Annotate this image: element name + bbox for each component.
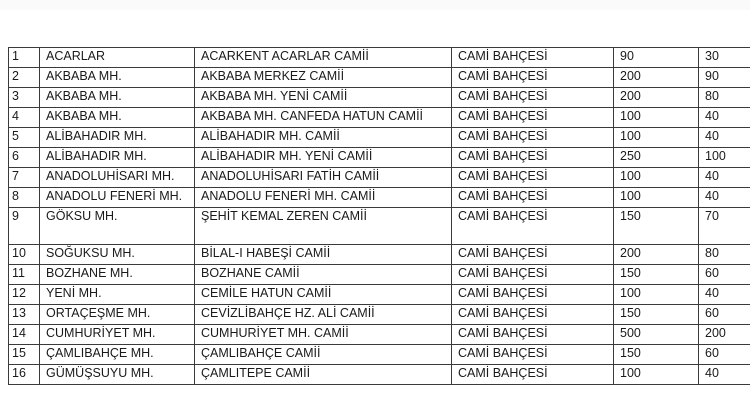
cell-value-b: 80 bbox=[699, 88, 750, 108]
cell-mosque: ALİBAHADIR MH. CAMİİ bbox=[195, 128, 452, 148]
cell-location: CAMİ BAHÇESİ bbox=[452, 245, 614, 265]
cell-mosque: BOZHANE CAMİİ bbox=[195, 265, 452, 285]
cell-neighborhood: GÜMÜŞSUYU MH. bbox=[40, 365, 195, 385]
cell-no: 14 bbox=[9, 325, 40, 345]
cell-neighborhood: SOĞUKSU MH. bbox=[40, 245, 195, 265]
cell-neighborhood: ACARLAR bbox=[40, 48, 195, 68]
cell-mosque: CEVİZLİBAHÇE HZ. ALİ CAMİİ bbox=[195, 305, 452, 325]
table-row bbox=[9, 325, 750, 345]
cell-mosque: AKBABA MH. CANFEDA HATUN CAMİİ bbox=[195, 108, 452, 128]
table-row bbox=[9, 265, 750, 285]
cell-value-a: 90 bbox=[614, 48, 699, 68]
cell-no: 13 bbox=[9, 305, 40, 325]
cell-location: CAMİ BAHÇESİ bbox=[452, 108, 614, 128]
cell-location: CAMİ BAHÇESİ bbox=[452, 325, 614, 345]
cell-neighborhood: ÇAMLIBAHÇE MH. bbox=[40, 345, 195, 365]
cell-mosque: AKBABA MH. YENİ CAMİİ bbox=[195, 88, 452, 108]
cell-value-a: 250 bbox=[614, 148, 699, 168]
cell-value-a: 200 bbox=[614, 245, 699, 265]
table-row bbox=[9, 245, 750, 265]
cell-no: 4 bbox=[9, 108, 40, 128]
cell-location: CAMİ BAHÇESİ bbox=[452, 128, 614, 148]
table-row bbox=[9, 48, 750, 68]
cell-neighborhood: AKBABA MH. bbox=[40, 108, 195, 128]
cell-no: 5 bbox=[9, 128, 40, 148]
cell-neighborhood: GÖKSU MH. bbox=[40, 208, 195, 245]
cell-neighborhood: ANADOLUHİSARI MH. bbox=[40, 168, 195, 188]
cell-value-a: 200 bbox=[614, 88, 699, 108]
table-row bbox=[9, 285, 750, 305]
cell-value-b: 100 bbox=[699, 148, 750, 168]
cell-location: CAMİ BAHÇESİ bbox=[452, 48, 614, 68]
table-row bbox=[9, 108, 750, 128]
cell-value-b: 70 bbox=[699, 208, 750, 245]
cell-value-a: 150 bbox=[614, 305, 699, 325]
cell-value-a: 150 bbox=[614, 345, 699, 365]
cell-value-a: 150 bbox=[614, 265, 699, 285]
cell-location: CAMİ BAHÇESİ bbox=[452, 265, 614, 285]
cell-no: 1 bbox=[9, 48, 40, 68]
cell-no: 10 bbox=[9, 245, 40, 265]
table-row bbox=[9, 68, 750, 88]
cell-neighborhood: ALİBAHADIR MH. bbox=[40, 148, 195, 168]
cell-neighborhood: BOZHANE MH. bbox=[40, 265, 195, 285]
cell-value-b: 30 bbox=[699, 48, 750, 68]
table-body bbox=[9, 48, 750, 385]
cell-value-b: 90 bbox=[699, 68, 750, 88]
cell-no: 9 bbox=[9, 208, 40, 245]
cell-no: 11 bbox=[9, 265, 40, 285]
cell-location: CAMİ BAHÇESİ bbox=[452, 148, 614, 168]
cell-value-a: 100 bbox=[614, 365, 699, 385]
cell-value-b: 60 bbox=[699, 345, 750, 365]
cell-location: CAMİ BAHÇESİ bbox=[452, 285, 614, 305]
cell-value-a: 100 bbox=[614, 128, 699, 148]
cell-mosque: CUMHURİYET MH. CAMİİ bbox=[195, 325, 452, 345]
cell-location: CAMİ BAHÇESİ bbox=[452, 88, 614, 108]
cell-location: CAMİ BAHÇESİ bbox=[452, 305, 614, 325]
cell-value-a: 100 bbox=[614, 108, 699, 128]
cell-mosque: CEMİLE HATUN CAMİİ bbox=[195, 285, 452, 305]
cell-mosque: ÇAMLIBAHÇE CAMİİ bbox=[195, 345, 452, 365]
cell-location: CAMİ BAHÇESİ bbox=[452, 168, 614, 188]
cell-no: 8 bbox=[9, 188, 40, 208]
cell-value-b: 40 bbox=[699, 108, 750, 128]
cell-mosque: BİLAL-I HABEŞİ CAMİİ bbox=[195, 245, 452, 265]
table-row bbox=[9, 88, 750, 108]
table-row bbox=[9, 168, 750, 188]
cell-neighborhood: AKBABA MH. bbox=[40, 68, 195, 88]
table-row bbox=[9, 305, 750, 325]
cell-value-b: 40 bbox=[699, 188, 750, 208]
cell-no: 15 bbox=[9, 345, 40, 365]
cell-mosque: ANADOLUHİSARI FATİH CAMİİ bbox=[195, 168, 452, 188]
table-row bbox=[9, 365, 750, 385]
cell-value-b: 40 bbox=[699, 285, 750, 305]
page-top-band bbox=[0, 0, 750, 10]
cell-value-a: 150 bbox=[614, 208, 699, 245]
cell-neighborhood: ANADOLU FENERİ MH. bbox=[40, 188, 195, 208]
cell-location: CAMİ BAHÇESİ bbox=[452, 345, 614, 365]
table-row bbox=[9, 345, 750, 365]
cell-no: 12 bbox=[9, 285, 40, 305]
cell-value-a: 100 bbox=[614, 285, 699, 305]
cell-mosque: ANADOLU FENERİ MH. CAMİİ bbox=[195, 188, 452, 208]
cell-mosque: ÇAMLITEPE CAMİİ bbox=[195, 365, 452, 385]
cell-value-a: 100 bbox=[614, 188, 699, 208]
cell-location: CAMİ BAHÇESİ bbox=[452, 188, 614, 208]
table-row bbox=[9, 128, 750, 148]
cell-value-a: 500 bbox=[614, 325, 699, 345]
cell-no: 6 bbox=[9, 148, 40, 168]
cell-no: 7 bbox=[9, 168, 40, 188]
cell-value-b: 40 bbox=[699, 168, 750, 188]
cell-no: 16 bbox=[9, 365, 40, 385]
cell-value-b: 60 bbox=[699, 305, 750, 325]
cell-neighborhood: CUMHURİYET MH. bbox=[40, 325, 195, 345]
cell-neighborhood: ALİBAHADIR MH. bbox=[40, 128, 195, 148]
cell-neighborhood: YENİ MH. bbox=[40, 285, 195, 305]
cell-value-b: 200 bbox=[699, 325, 750, 345]
cell-location: CAMİ BAHÇESİ bbox=[452, 365, 614, 385]
cell-value-b: 40 bbox=[699, 365, 750, 385]
cell-value-b: 80 bbox=[699, 245, 750, 265]
table-row bbox=[9, 188, 750, 208]
cell-mosque: ŞEHİT KEMAL ZEREN CAMİİ bbox=[195, 208, 452, 245]
cell-mosque: ALİBAHADIR MH. YENİ CAMİİ bbox=[195, 148, 452, 168]
cell-value-a: 100 bbox=[614, 168, 699, 188]
table-row bbox=[9, 148, 750, 168]
cell-no: 3 bbox=[9, 88, 40, 108]
table-row bbox=[9, 208, 750, 245]
cell-value-b: 40 bbox=[699, 128, 750, 148]
cell-location: CAMİ BAHÇESİ bbox=[452, 208, 614, 245]
cell-value-b: 60 bbox=[699, 265, 750, 285]
cell-no: 2 bbox=[9, 68, 40, 88]
cell-mosque: AKBABA MERKEZ CAMİİ bbox=[195, 68, 452, 88]
cell-mosque: ACARKENT ACARLAR CAMİİ bbox=[195, 48, 452, 68]
cell-location: CAMİ BAHÇESİ bbox=[452, 68, 614, 88]
cell-neighborhood: AKBABA MH. bbox=[40, 88, 195, 108]
cell-value-a: 200 bbox=[614, 68, 699, 88]
cell-neighborhood: ORTAÇEŞME MH. bbox=[40, 305, 195, 325]
mosque-table bbox=[8, 47, 750, 385]
